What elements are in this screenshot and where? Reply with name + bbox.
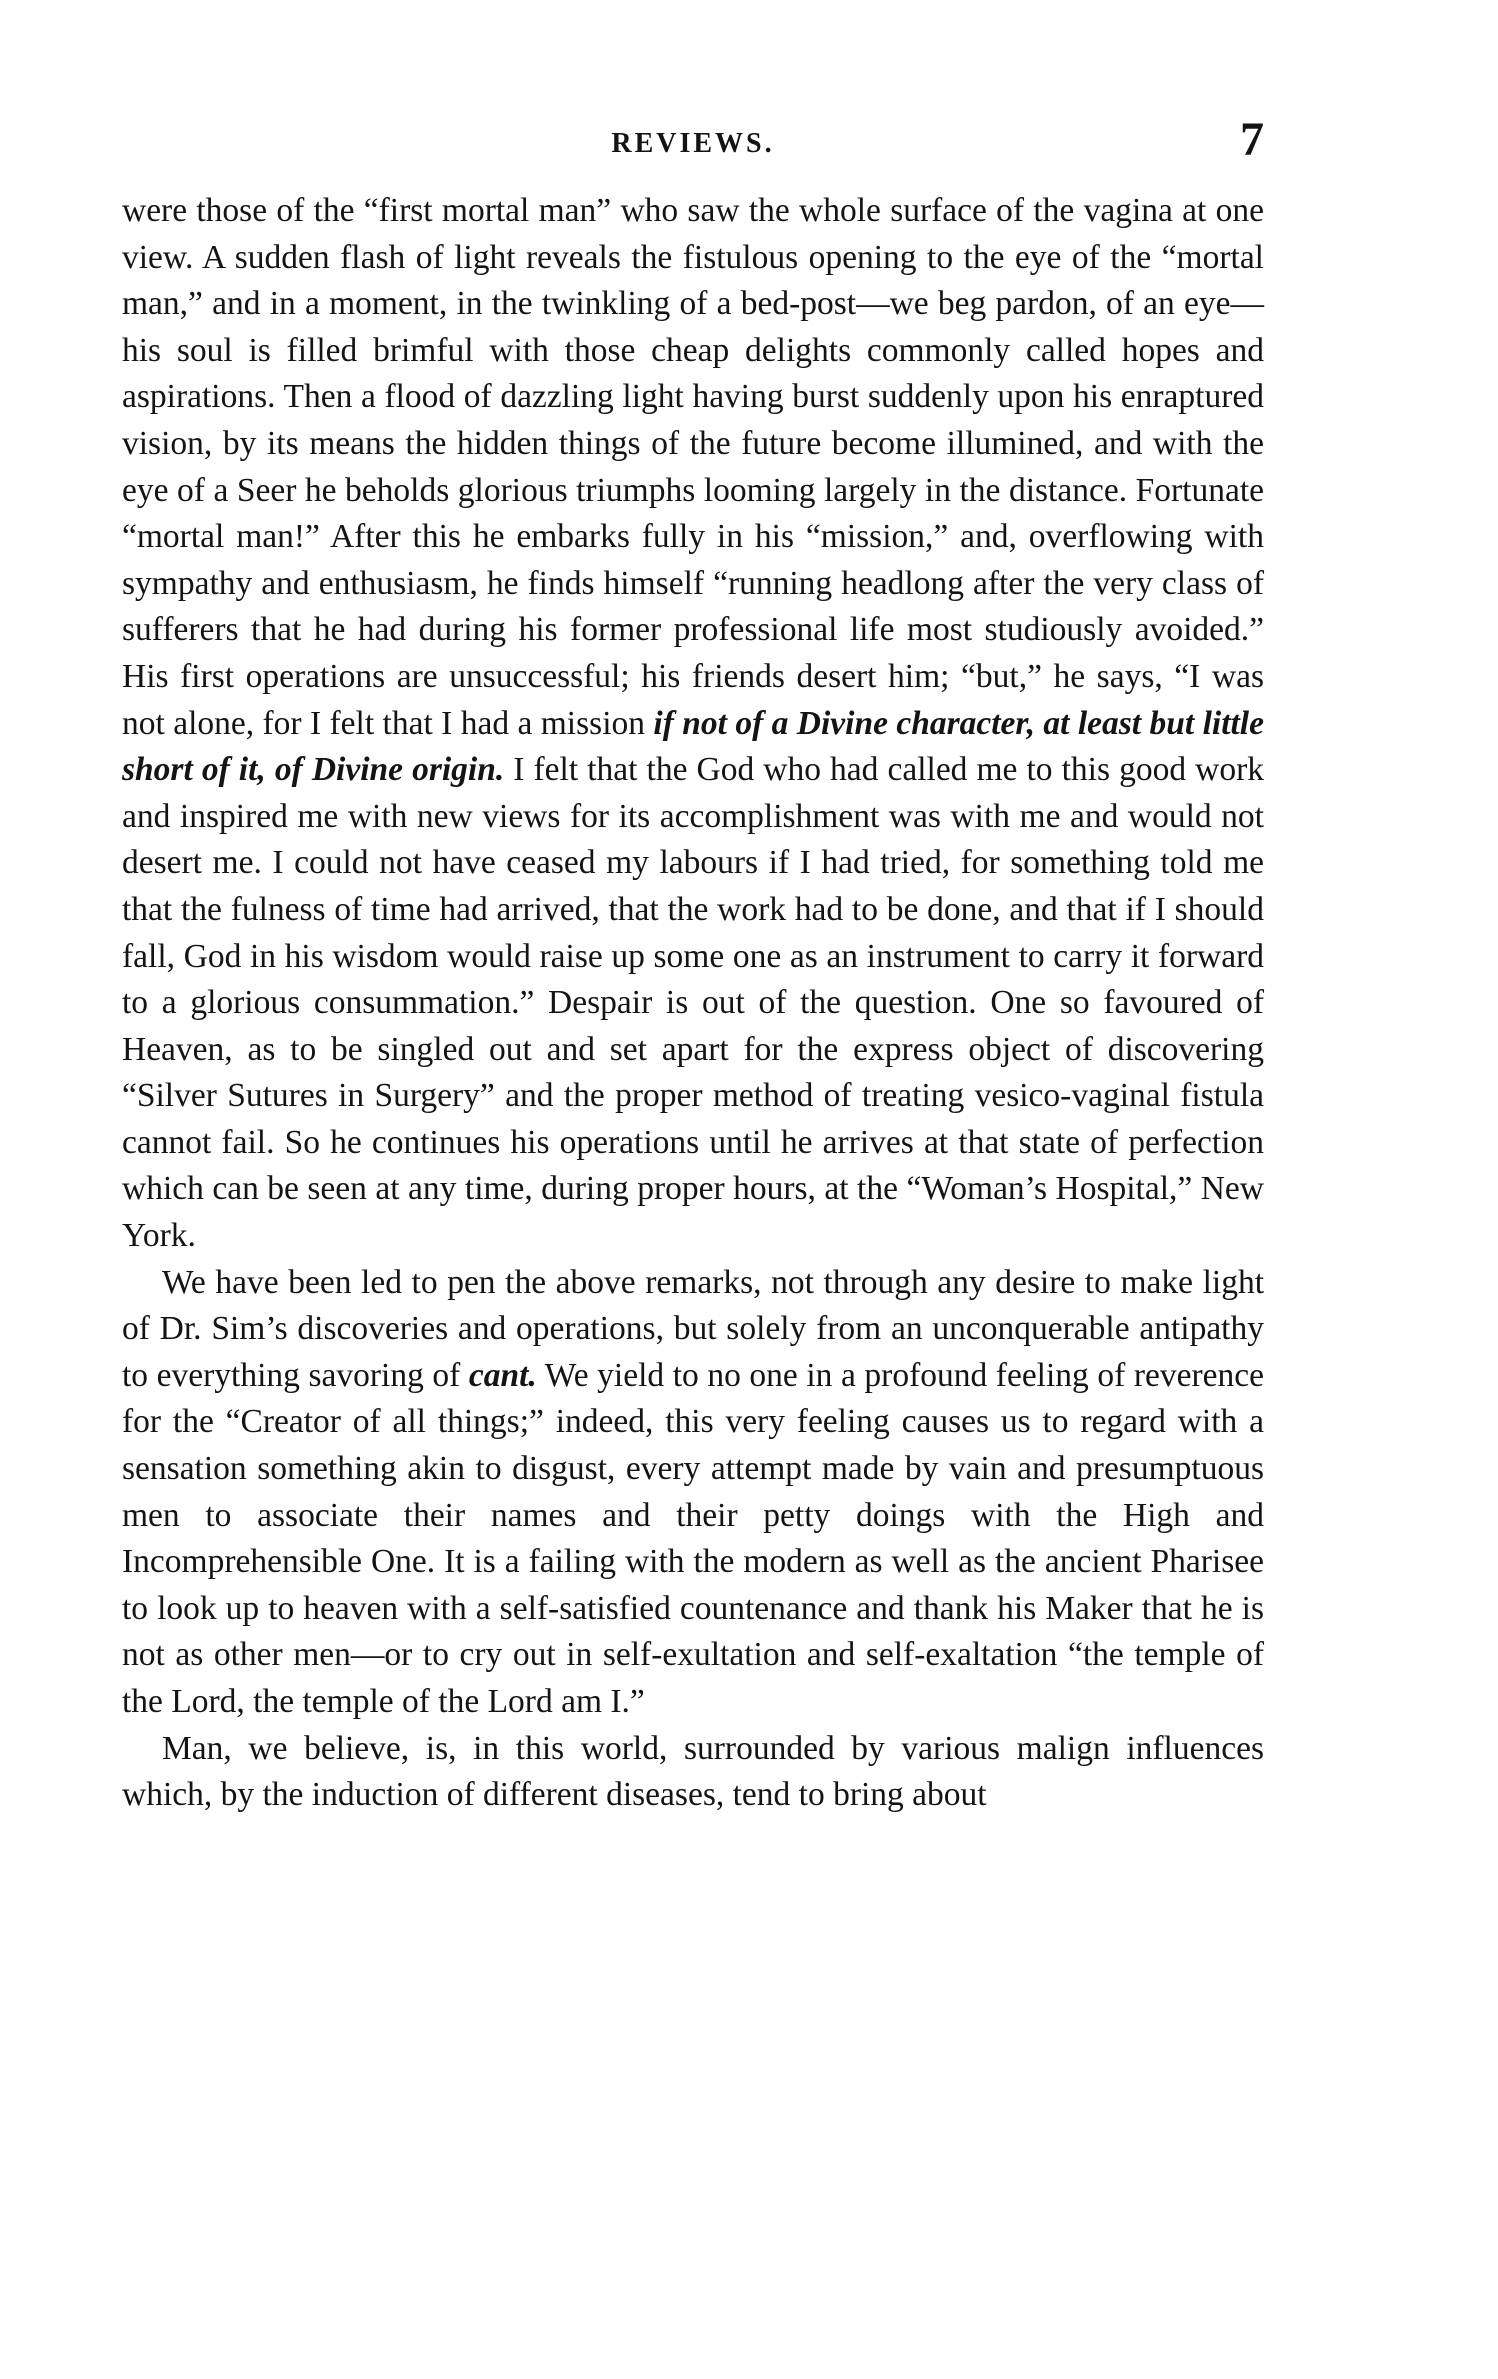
paragraph-2-italic-word: cant. — [468, 1356, 537, 1394]
paragraph-1-text-1: were those of the “first mortal man” who saw the whole surface of the vagina at one view. A sudden flash of light reveals the fistulous opening to the eye of the “mortal man,” and in a moment, in the twinkling of a bed-post—we beg pardon, of an eye—his soul is filled brimful with those cheap delights commonly called hopes and aspirations. Then a flood of dazzling light having burst suddenly upon his enraptured vision, by its means the hidden things of the future become illumined, and with the eye of a Seer he beholds glorious triumphs looming largely in the distance. Fortunate “mortal man!” After this he embarks fully in his “mission,” and, overflowing with sympathy and enthusiasm, he finds himself “running headlong after the very class of sufferers that he had during his former professional life most studiously avoided.” His first operations are unsuccessful; his friends desert him; “but,” he says, “I was not alone, for I felt that I had a mission — [122, 192, 1264, 742]
paragraph-2-text-1: We have been led to pen the above remarks, not through any desire to make light of Dr. Sim’s discoveries and operations, but solely from an unconquerable antipathy to everything savoring of — [122, 1263, 1264, 1394]
running-head — [122, 113, 1264, 188]
paragraph-3-text-1: Man, we believe, is, in this world, surrounded by various malign influences which, by the induction of different diseases, tend to bring about — [122, 1729, 1264, 1814]
running-title: REVIEWS. — [611, 128, 775, 159]
paragraph-1-italic-quote: if not of a Divine character, at least but little short of it, of Divine origin. — [122, 704, 1264, 789]
body-text — [122, 188, 1264, 1819]
paragraph-2-text-2: We yield to no one in a profound feeling of reverence for the “Creator of all things;” indeed, this very feeling causes us to regard with a sensation something akin to disgust, every attempt made by vain and presumptuous men to associate their names and their petty doings with the High and Incomprehensible One. It is a failing with the modern as well as the ancient Pharisee to look up to heaven with a self-satisfied countenance and thank his Maker that he is not as other men—or to cry out in self-exultation and self-exaltation “the temple of the Lord, the temple of the Lord am I.” — [122, 1356, 1264, 1720]
paragraph-2 — [122, 1260, 1264, 1726]
paragraph-3 — [122, 1726, 1264, 1819]
book-page — [122, 113, 1264, 1819]
page-number: 7 — [1240, 113, 1264, 166]
paragraph-1 — [122, 188, 1264, 1260]
paragraph-1-text-2: I felt that the God who had called me to this good work and inspired me with new views for its accomplishment was with me and would not desert me. I could not have ceased my labours if I had tried, for something told me that the fulness of time had arrived, that the work had to be done, and that if I should fall, God in his wisdom would raise up some one as an instrument to carry it forward to a glorious consummation.” Despair is out of the question. One so favoured of Heaven, as to be singled out and set apart for the express object of discovering “Silver Sutures in Surgery” and the proper method of treating vesico-vaginal fistula cannot fail. So he continues his operations until he arrives at that state of perfection which can be seen at any time, during proper hours, at the “Woman’s Hospital,” New York. — [122, 751, 1264, 1255]
